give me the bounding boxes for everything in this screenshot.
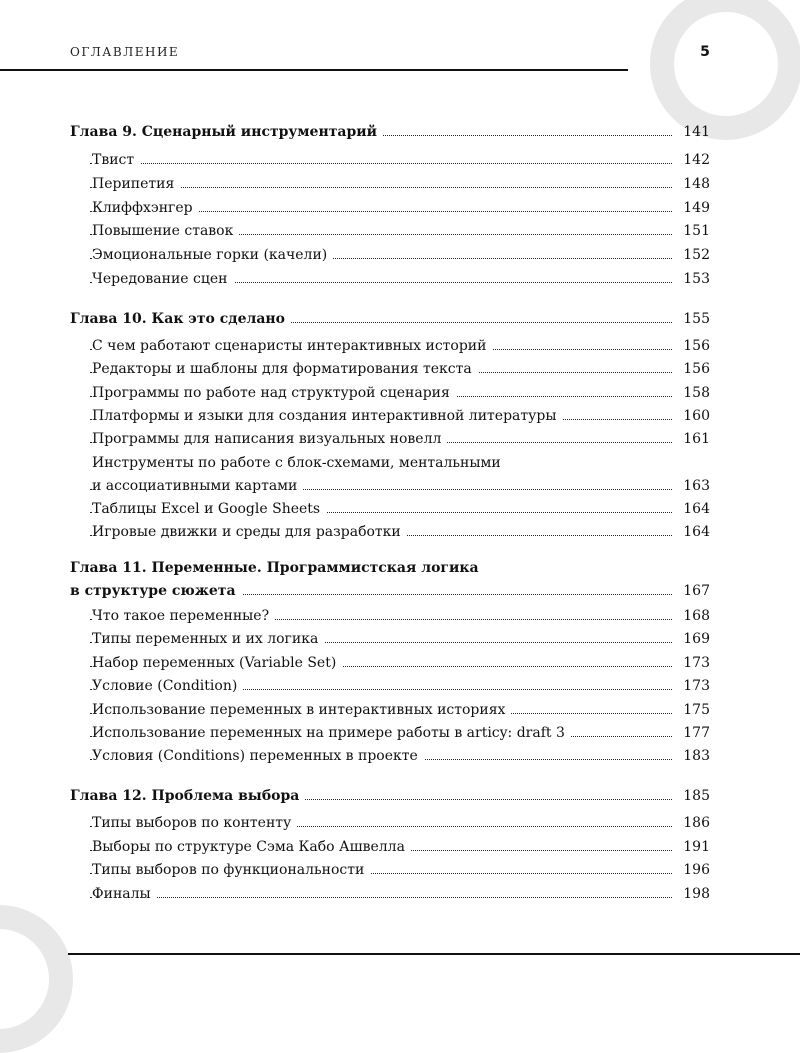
toc-page-number: 173 [683, 655, 710, 671]
toc-item-title: Финалы [92, 882, 157, 906]
toc-page-number: 153 [683, 271, 710, 287]
header-rule [0, 69, 628, 71]
toc-chapter-title: Глава 9. Сценарный инструментарий [70, 120, 383, 144]
toc-page-number: 142 [683, 152, 710, 168]
toc-item-title: Выборы по структуре Сэма Кабо Ашвелла [92, 835, 411, 859]
toc-page-number: 175 [683, 702, 710, 718]
toc-page-number: 173 [683, 678, 710, 694]
dot-leader [90, 163, 672, 164]
toc-page-number: 186 [683, 815, 710, 831]
toc-page-number: 158 [683, 385, 710, 401]
toc-page-number: 198 [683, 886, 710, 902]
toc-item-title: Использование переменных на примере работы в articy: draft 3 [92, 721, 571, 745]
toc-page-number: 141 [683, 124, 710, 140]
toc-page-number: 155 [683, 311, 710, 327]
toc-page-number: 196 [683, 862, 710, 878]
toc-page-number: 164 [683, 524, 710, 540]
toc-page-number: 168 [683, 608, 710, 624]
toc-item-title: Условия (Conditions) переменных в проекте [92, 744, 424, 768]
toc-item-title: Программы по работе над структурой сценария [92, 381, 456, 405]
toc-item-title: Условие (Condition) [92, 674, 243, 698]
toc-page-number: 161 [683, 431, 710, 447]
toc-page-number: 149 [683, 200, 710, 216]
toc-item-title: Редакторы и шаблоны для форматирования текста [92, 357, 478, 381]
toc-item-title: Повышение ставок [92, 219, 239, 243]
toc-page-number: 167 [683, 583, 710, 599]
toc-item-title: Использование переменных в интерактивных историях [92, 698, 511, 722]
toc-item-title: Что такое переменные? [92, 604, 275, 628]
toc-item-title: Клиффхэнгер [92, 196, 199, 220]
toc-chapter-title: Глава 12. Проблема выбора [70, 784, 305, 808]
footer-rule [68, 953, 800, 955]
toc-page-number: 156 [683, 361, 710, 377]
toc-page-number: 151 [683, 223, 710, 239]
toc-item-title: Эмоциональные горки (качели) [92, 243, 333, 267]
toc-chapter-title: в структуре сюжета [70, 579, 242, 603]
toc-item-title: Твист [92, 148, 140, 172]
toc-page-number: 185 [683, 788, 710, 804]
decorative-ring-bottom [0, 905, 73, 1053]
toc-chapter-title: Глава 10. Как это сделано [70, 307, 291, 331]
toc-page-number: 164 [683, 501, 710, 517]
toc-item-title: Игровые движки и среды для разработки [92, 520, 407, 544]
toc-item-title: Типы выборов по функциональности [92, 858, 370, 882]
toc-item-title: Программы для написания визуальных новелл [92, 427, 447, 451]
toc-item-title: С чем работают сценаристы интерактивных историй [92, 334, 492, 358]
toc-page-number: 156 [683, 338, 710, 354]
toc-item-title-line1: Инструменты по работе с блок-схемами, ментальными [92, 455, 501, 471]
toc-item-title: Типы выборов по контенту [92, 811, 297, 835]
toc-page-number: 152 [683, 247, 710, 263]
toc-item-title: Типы переменных и их логика [92, 627, 324, 651]
toc-page-number: 160 [683, 408, 710, 424]
running-header: ОГЛАВЛЕНИЕ [70, 45, 180, 59]
dot-leader [90, 897, 672, 898]
decorative-ring-top [650, 0, 800, 140]
toc-item-title: Таблицы Excel и Google Sheets [92, 497, 326, 521]
toc-item-title: Набор переменных (Variable Set) [92, 651, 342, 675]
toc-page-number: 169 [683, 631, 710, 647]
toc-chapter-title-line1: Глава 11. Переменные. Программистская логика [70, 560, 479, 576]
toc-item-title: и ассоциативными картами [92, 474, 303, 498]
toc-page-number: 191 [683, 839, 710, 855]
toc-item-title: Перипетия [92, 172, 180, 196]
page-number: 5 [700, 44, 710, 60]
toc-item-title: Платформы и языки для создания интерактивной литературы [92, 404, 562, 428]
toc-page-number: 148 [683, 176, 710, 192]
toc-item-title: Чередование сцен [92, 267, 234, 291]
toc-page-number: 183 [683, 748, 710, 764]
toc-page-number: 163 [683, 478, 710, 494]
toc-page-number: 177 [683, 725, 710, 741]
